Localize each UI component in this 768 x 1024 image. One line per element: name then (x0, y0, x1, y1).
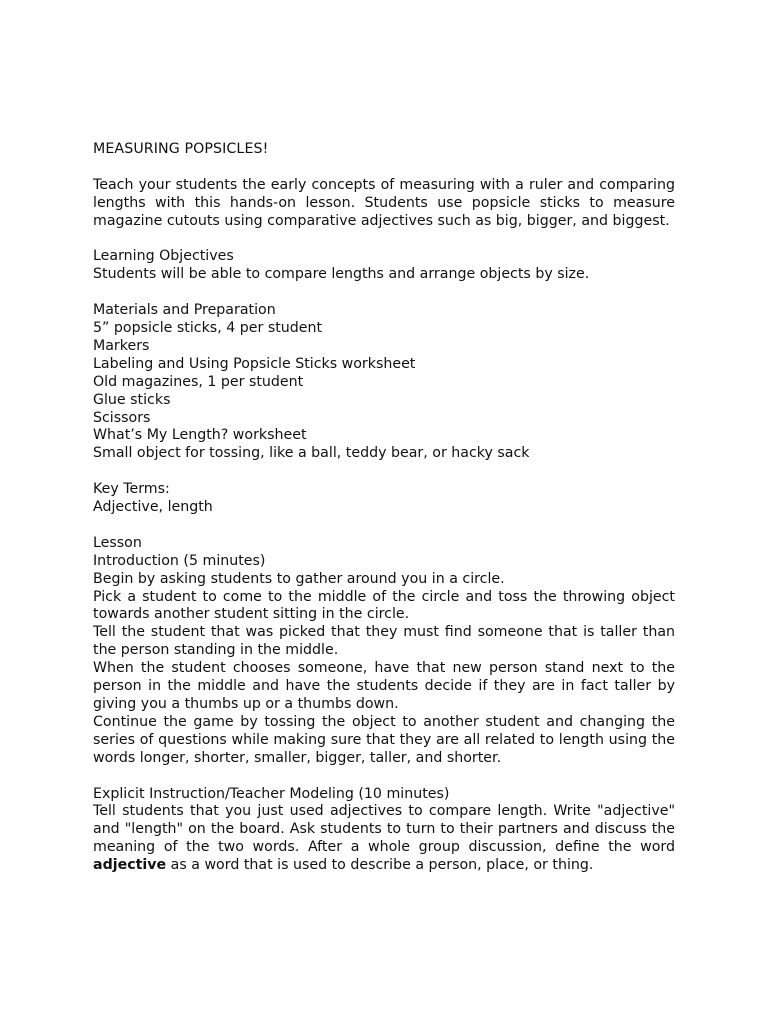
lesson-step: Begin by asking students to gather around you in a circle. (93, 570, 505, 587)
key-terms-section (93, 481, 675, 517)
explicit-instruction-text-after: as a word that is used to describe a person, place, or thing. (166, 857, 594, 874)
lesson-section (93, 535, 675, 768)
materials-item: Labeling and Using Popsicle Sticks worksheet (93, 355, 416, 372)
explicit-instruction-section (93, 786, 675, 876)
materials-item: Markers (93, 337, 150, 354)
lesson-step: Pick a student to come to the middle of the circle and toss the throwing object towards another student sitting in the circle. (93, 588, 675, 623)
learning-objectives-text: Students will be able to compare lengths and arrange objects by size. (93, 266, 590, 283)
materials-heading: Materials and Preparation (93, 302, 276, 319)
explicit-instruction-heading: Explicit Instruction/Teacher Modeling (10 minutes) (93, 785, 450, 802)
learning-objectives-heading: Learning Objectives (93, 248, 234, 265)
materials-item: Small object for tossing, like a ball, teddy bear, or hacky sack (93, 445, 530, 462)
intro-paragraph: Teach your students the early concepts of measuring with a ruler and comparing lengths with this hands-on lesson. Students use popsicle sticks to measure magazine cutouts using comparative adjectives such as big, bigger, and biggest. (93, 176, 675, 229)
explicit-instruction-text-before: Tell students that you just used adjectives to compare length. Write "adjective" and "length" on the board. Ask students to turn to their partners and discuss the meaning of the two words. After a whole group discussion, define the word (93, 803, 675, 856)
document-page (93, 141, 675, 893)
learning-objectives-section (93, 248, 675, 284)
key-terms-heading: Key Terms: (93, 481, 170, 498)
explicit-instruction-text (93, 803, 675, 875)
lesson-step: Tell the student that was picked that they must find someone that is taller than the person standing in the middle. (93, 624, 675, 659)
materials-item: 5” popsicle sticks, 4 per student (93, 320, 323, 337)
lesson-step: Continue the game by tossing the object to another student and changing the series of questions while making sure that they are all related to length using the words longer, shorter, smaller, bigger, taller, and shorter. (93, 713, 675, 766)
key-terms-text: Adjective, length (93, 499, 213, 516)
introduction-heading: Introduction (5 minutes) (93, 552, 266, 569)
adjective-term: adjective (93, 857, 167, 874)
materials-item: Glue sticks (93, 391, 171, 408)
materials-item: Scissors (93, 409, 151, 426)
lesson-step: When the student chooses someone, have that new person stand next to the person in the middle and have the students decide if they are in fact taller by giving you a thumbs up or a thumbs down. (93, 660, 675, 713)
materials-item: Old magazines, 1 per student (93, 373, 304, 390)
materials-section (93, 302, 675, 463)
lesson-heading: Lesson (93, 534, 142, 551)
document-title: MEASURING POPSICLES! (93, 141, 269, 157)
materials-item: What’s My Length? worksheet (93, 427, 307, 444)
